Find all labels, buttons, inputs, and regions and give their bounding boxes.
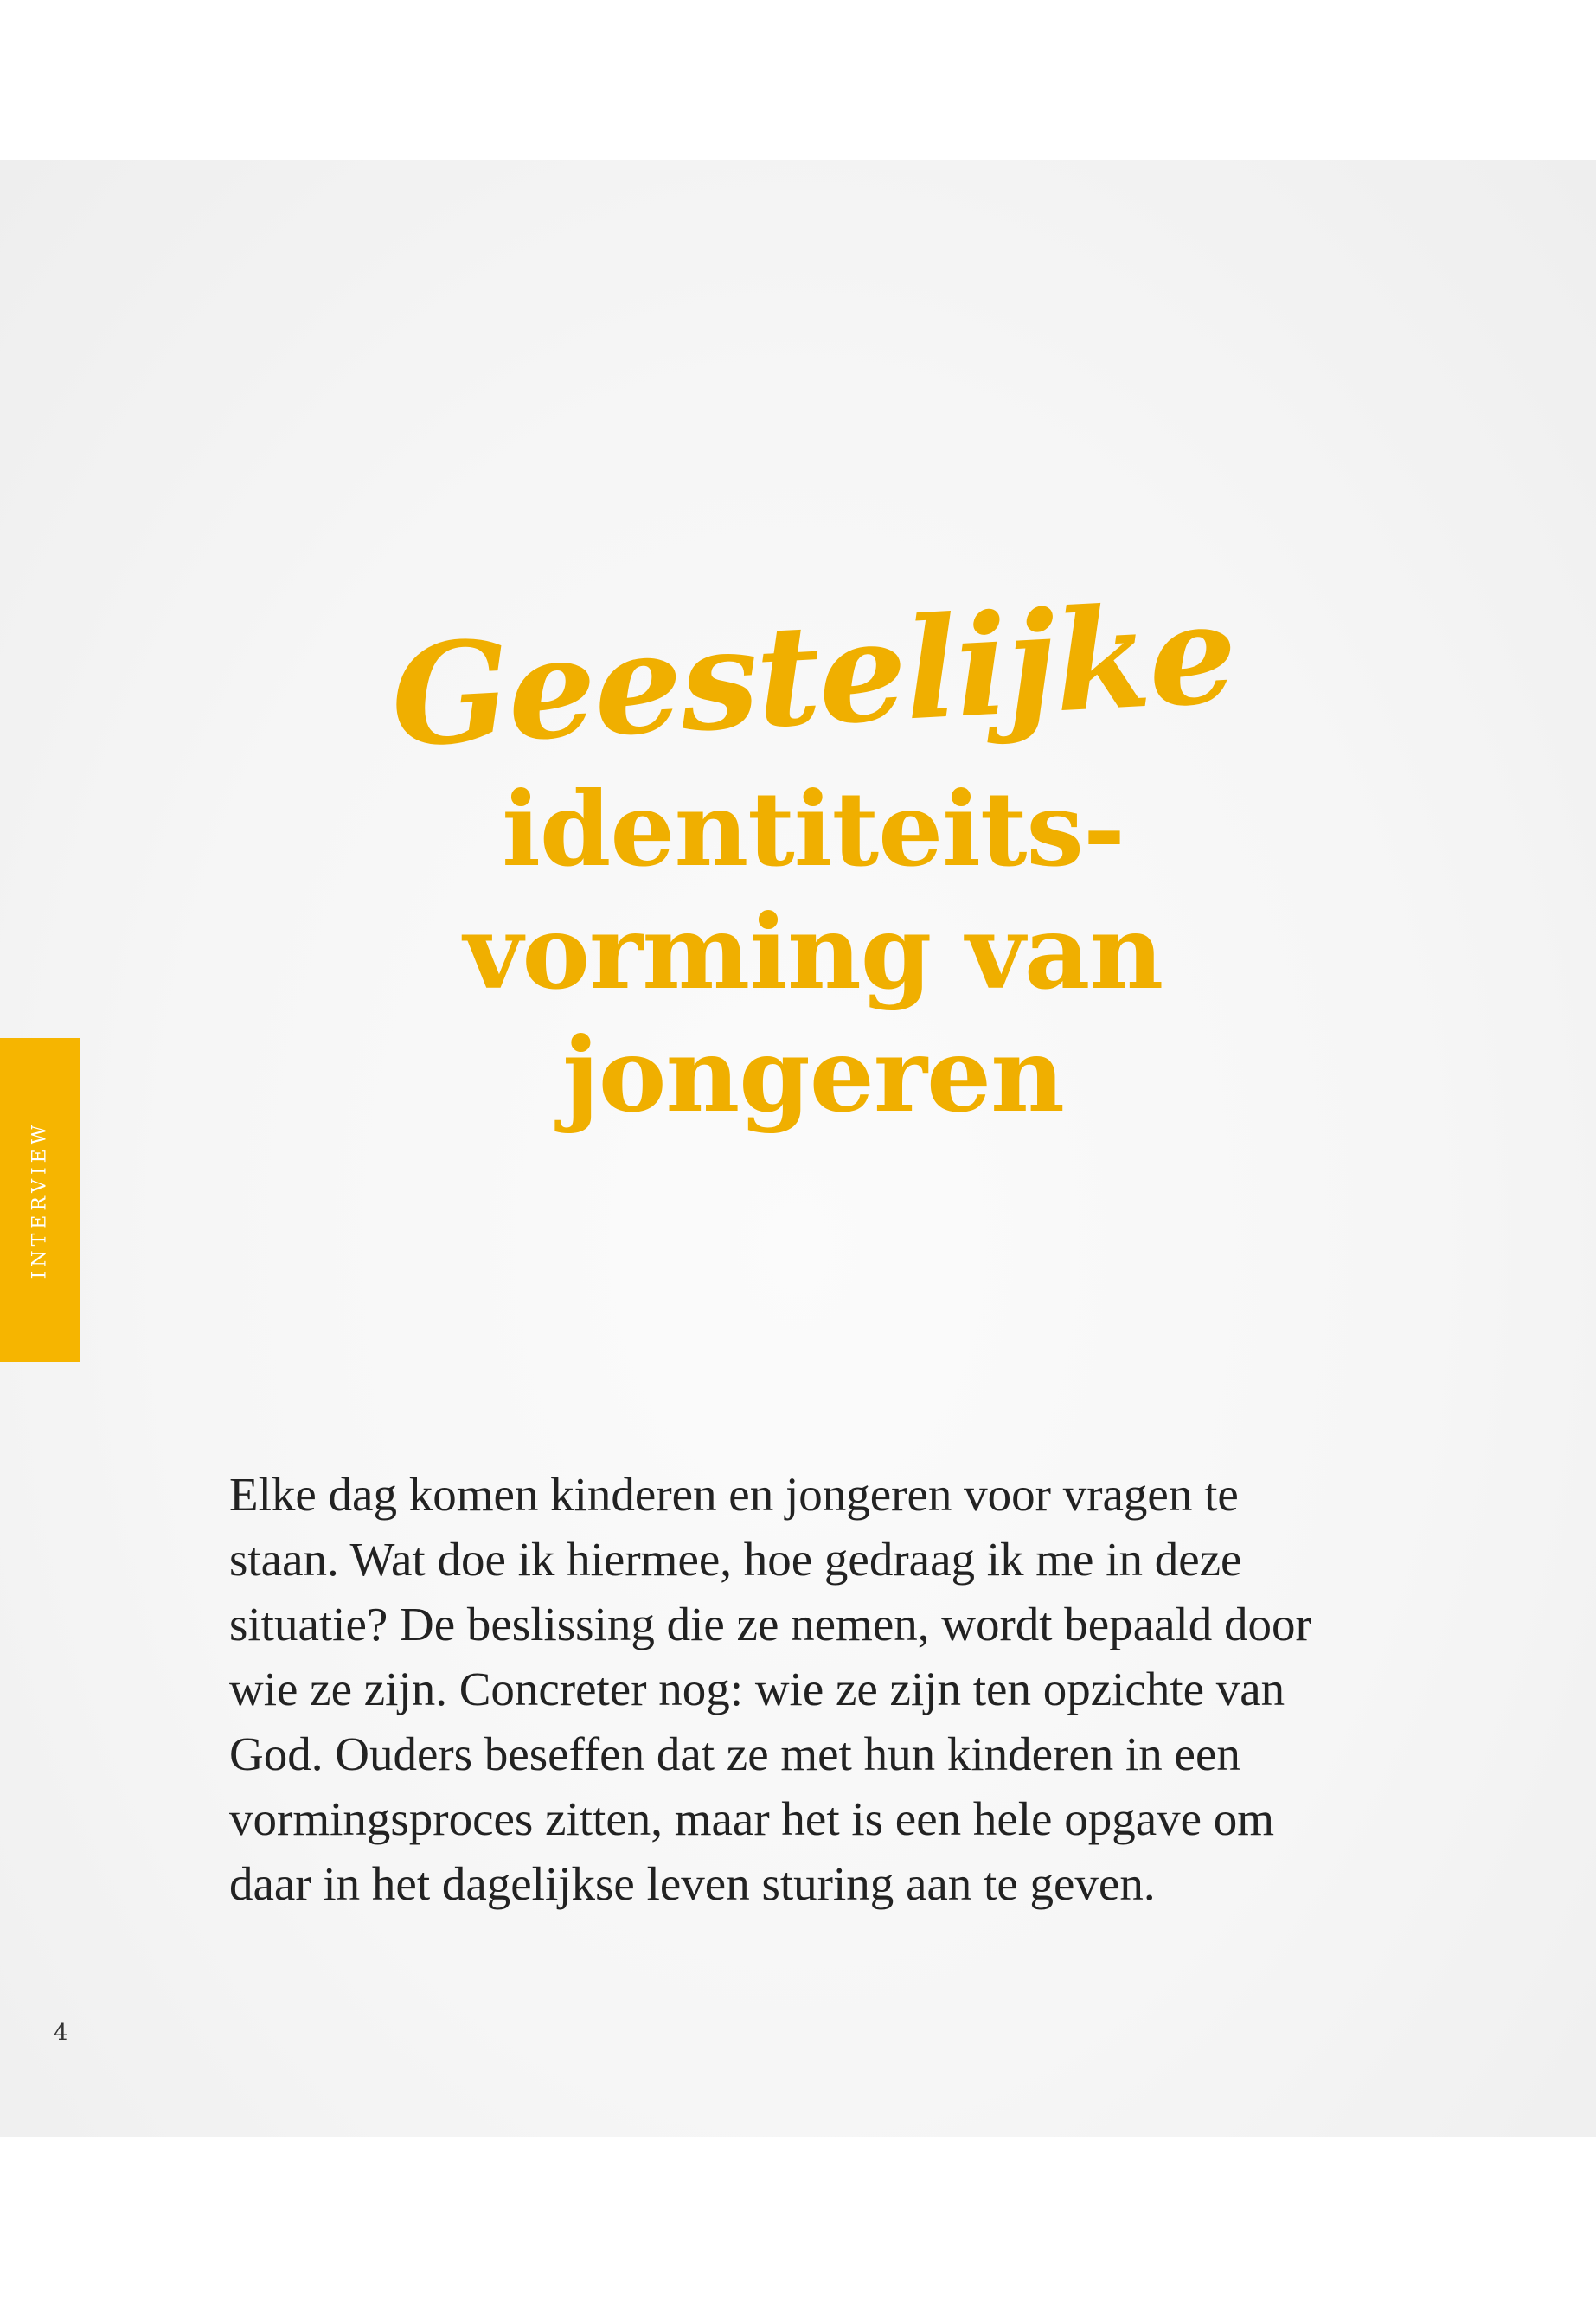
article-title <box>260 571 1367 1137</box>
intro-paragraph: Elke dag komen kinderen en jongeren voor vragen te staan. Wat doe ik hiermee, hoe gedraag ik me in deze situatie? De beslissing die ze nemen, wordt bepaald door wie ze zijn. Concreter nog: wie ze zijn ten opzichte van God. Ouders beseffen dat ze met hun kinderen in een vormingsproces zitten, maar het is een hele opgave om daar in het dagelijkse leven sturing aan te geven. <box>229 1468 1311 1910</box>
title-line-1: identiteits- <box>502 769 1125 889</box>
section-tab <box>0 1038 80 1362</box>
title-script-line: Geestelijke <box>387 571 1240 779</box>
section-label: INTERVIEW <box>29 1120 51 1279</box>
title-line-2: vorming van <box>463 892 1163 1012</box>
title-line-3: jongeren <box>562 1015 1064 1135</box>
page-number: 4 <box>54 2020 68 2046</box>
